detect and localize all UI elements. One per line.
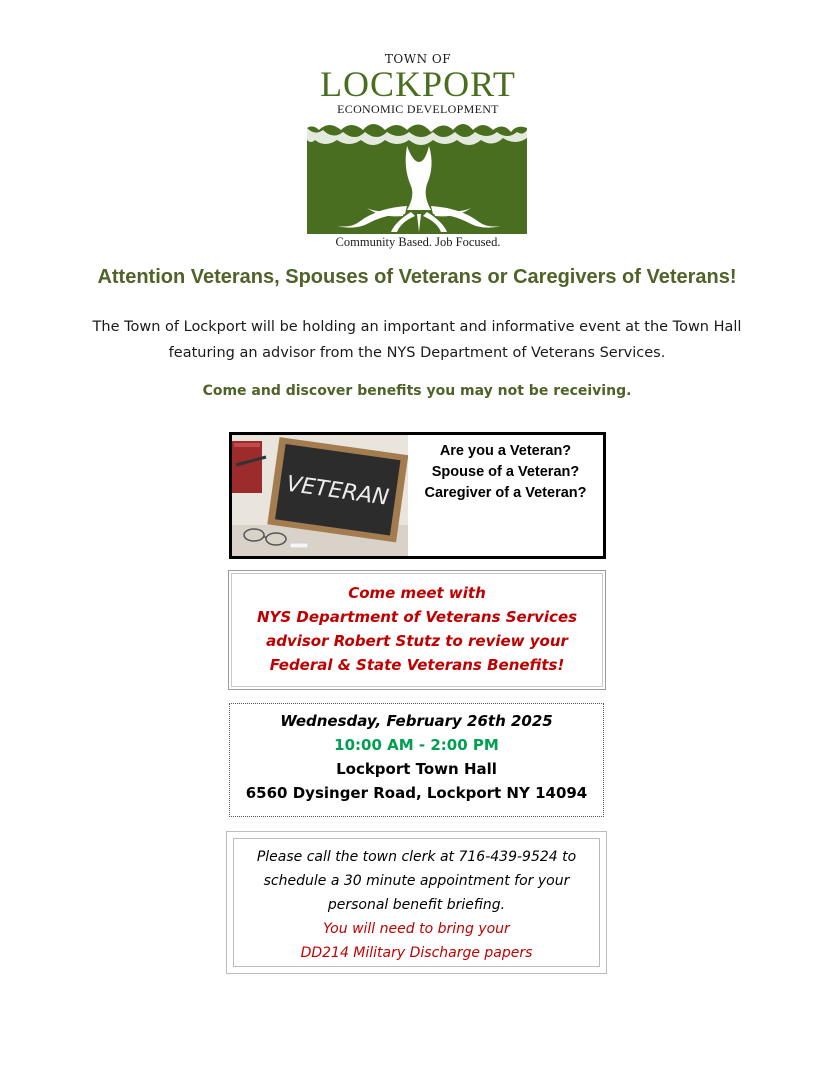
logo-tagline: Community Based. Job Focused.	[335, 235, 501, 249]
appointment-line-2: schedule a 30 minute appointment for your	[263, 873, 570, 889]
question-line-1: Are you a Veteran?	[439, 443, 572, 459]
question-line-2: Spouse of a Veteran?	[431, 464, 580, 480]
intro-line-1: The Town of Lockport will be holding an important and informative event at the Town Hall	[92, 319, 742, 335]
event-date: Wednesday, February 26th 2025	[280, 712, 553, 730]
logo-name: LOCKPORT	[320, 64, 516, 104]
tree-icon	[307, 118, 527, 234]
event-address: 6560 Dysinger Road, Lockport NY 14094	[245, 784, 588, 802]
appointment-box-inner	[233, 838, 600, 967]
subhead: Come and discover benefits you may not be receiving.	[202, 383, 632, 399]
event-details-box	[229, 703, 604, 817]
bring-papers-line-1: You will need to bring your	[323, 921, 510, 937]
meet-advisor-box	[228, 570, 606, 690]
meet-line-1: Come meet with	[348, 584, 486, 602]
headline: Attention Veterans, Spouses of Veterans or Caregivers of Veterans!	[97, 266, 737, 288]
question-box	[229, 432, 606, 559]
town-logo	[298, 52, 538, 256]
question-lines	[408, 441, 603, 504]
question-line-3: Caregiver of a Veteran?	[424, 485, 587, 501]
intro-line-2: featuring an advisor from the NYS Department of Veterans Services.	[168, 345, 666, 361]
intro-paragraph	[40, 314, 794, 366]
logo-economic-development: ECONOMIC DEVELOPMENT	[337, 102, 499, 116]
bring-papers-line-2: DD214 Military Discharge papers	[300, 945, 533, 961]
event-details	[230, 709, 603, 805]
chalkboard-word: VETERAN	[284, 471, 391, 511]
meet-advisor-text	[229, 581, 605, 677]
appointment-line-3: personal benefit briefing.	[327, 897, 506, 913]
event-time: 10:00 AM - 2:00 PM	[334, 736, 499, 754]
appointment-text	[234, 845, 599, 965]
veteran-chalkboard-image	[232, 435, 408, 556]
appointment-box	[226, 831, 607, 974]
logo-town-of: TOWN OF	[384, 52, 452, 66]
event-location: Lockport Town Hall	[336, 760, 497, 778]
appointment-line-1: Please call the town clerk at 716-439-9524 to	[256, 849, 577, 865]
meet-line-3: advisor Robert Stutz to review your	[266, 632, 568, 650]
meet-line-4: Federal & State Veterans Benefits!	[269, 656, 565, 674]
meet-line-2: NYS Department of Veterans Services	[256, 608, 578, 626]
